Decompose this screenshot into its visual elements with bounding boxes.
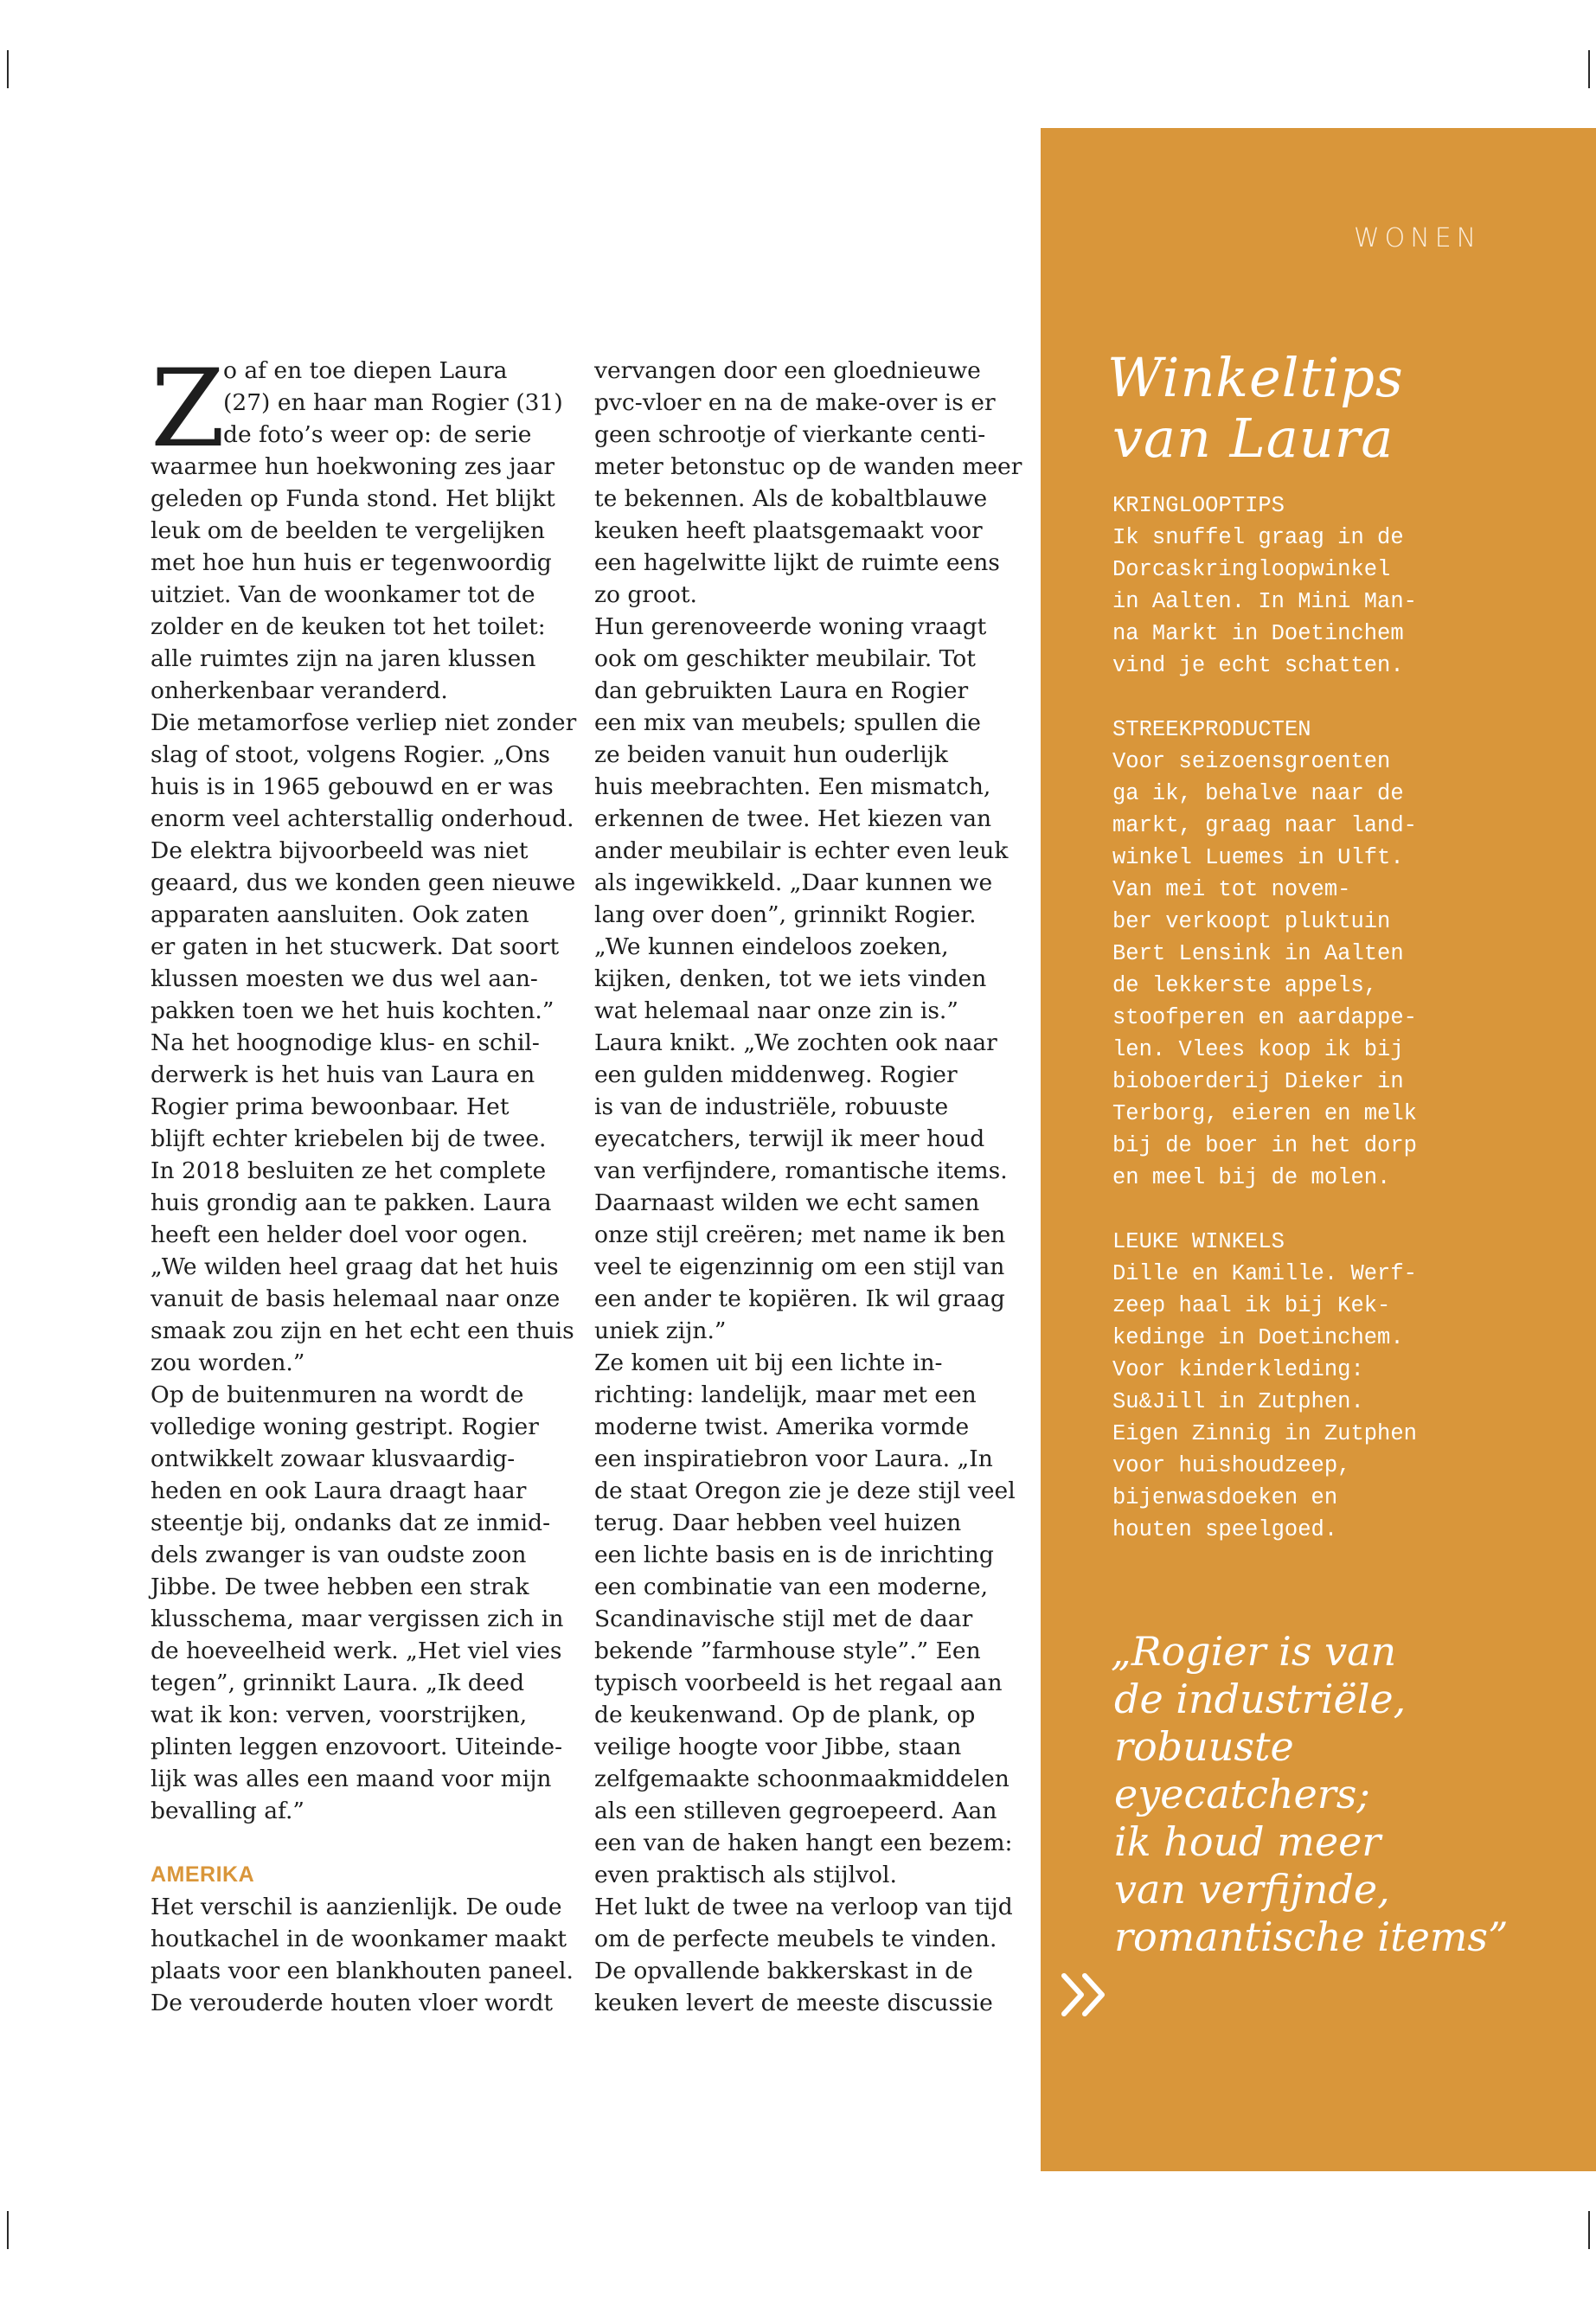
article-line: plinten leggen enzovoort. Uiteinde- xyxy=(151,1734,563,1760)
article-line: een inspiratiebron voor Laura. „In xyxy=(594,1445,993,1472)
article-line: moderne twist. Amerika vormde xyxy=(594,1413,970,1440)
article-subhead: AMERIKA xyxy=(151,1862,255,1887)
article-line: als ingewikkeld. „Daar kunnen we xyxy=(594,869,993,896)
article-line: Daarnaast wilden we echt samen xyxy=(594,1189,980,1216)
article-line: veilige hoogte voor Jibbe, staan xyxy=(594,1734,962,1760)
spacer xyxy=(1112,682,1417,714)
article-line: zelfgemaakte schoonmaakmiddelen xyxy=(594,1766,1010,1792)
article-line: Jibbe. De twee hebben een strak xyxy=(151,1574,529,1600)
tips-line: Dorcaskringloopwinkel xyxy=(1112,557,1391,582)
article-line: geen schrootje of vierkante centi- xyxy=(594,421,986,448)
article-line: als een stilleven gegroepeerd. Aan xyxy=(594,1798,997,1824)
article-line: klusschema, maar vergissen zich in xyxy=(151,1606,564,1632)
article-line: zo groot. xyxy=(594,581,697,608)
pull-quote xyxy=(1111,1628,1509,1961)
article-column-2 xyxy=(594,355,1022,2019)
sidebar-title-line: Winkeltips xyxy=(1107,346,1404,409)
quote-line: de industriële, xyxy=(1114,1676,1407,1722)
article-line: uniek zijn.” xyxy=(594,1317,727,1344)
article-line: is van de industriële, robuuste xyxy=(594,1093,949,1120)
tips-line: Voor seizoensgroenten xyxy=(1112,749,1391,774)
crop-mark-bottom-left xyxy=(7,2211,9,2249)
article-line: slag of stoot, volgens Rogier. „Ons xyxy=(151,741,550,768)
crop-mark-top-right xyxy=(1588,50,1590,88)
tips-line: Terborg, eieren en melk xyxy=(1112,1101,1417,1126)
article-line: Het lukt de twee na verloop van tijd xyxy=(594,1894,1013,1920)
sidebar-tips xyxy=(1112,490,1417,1546)
article-line: bevalling af.” xyxy=(151,1798,304,1824)
article-line: o af en toe diepen Laura xyxy=(223,357,508,384)
article-line: een combinatie van een moderne, xyxy=(594,1574,989,1600)
article-line: te bekennen. Als de kobaltblauwe xyxy=(594,485,988,512)
tips-line: Eigen Zinnig in Zutphen xyxy=(1112,1421,1417,1446)
tips-heading: LEUKE WINKELS xyxy=(1112,1229,1285,1254)
article-line: wat helemaal naar onze zin is.” xyxy=(594,997,958,1024)
quote-line: van verfijnde, xyxy=(1114,1866,1390,1913)
article-line: een lichte basis en is de inrichting xyxy=(594,1541,994,1568)
article-line: van verfijndere, romantische items. xyxy=(594,1157,1008,1184)
quote-line: romantische items” xyxy=(1114,1913,1509,1960)
article-line: apparaten aansluiten. Ook zaten xyxy=(151,901,529,928)
article-line: smaak zou zijn en het echt een thuis xyxy=(151,1317,574,1344)
spacer xyxy=(1112,1194,1417,1226)
article-line: bekende ”farmhouse style”.” Een xyxy=(594,1638,981,1664)
article-line: heden en ook Laura draagt haar xyxy=(151,1477,527,1504)
article-line: houtkachel in de woonkamer maakt xyxy=(151,1926,567,1952)
article-line: ze beiden vanuit hun ouderlijk xyxy=(594,741,948,768)
crop-mark-top-left xyxy=(7,50,9,88)
article-line: huis is in 1965 gebouwd en er was xyxy=(151,773,554,800)
article-line: even praktisch als stijlvol. xyxy=(594,1862,897,1888)
article-line: Ze komen uit bij een lichte in- xyxy=(594,1349,943,1376)
article-line: Hun gerenoveerde woning vraagt xyxy=(594,613,987,640)
tips-line: bioboerderij Dieker in xyxy=(1112,1069,1404,1094)
tips-line: na Markt in Doetinchem xyxy=(1112,621,1404,646)
tips-line: Van mei tot novem- xyxy=(1112,877,1351,902)
article-line: onherkenbaar veranderd. xyxy=(151,677,448,704)
article-line: (27) en haar man Rogier (31) xyxy=(223,389,563,416)
article-line: huis meebrachten. Een mismatch, xyxy=(594,773,991,800)
article-line: richting: landelijk, maar met een xyxy=(594,1381,977,1408)
tips-line: zeep haal ik bij Kek- xyxy=(1112,1293,1391,1318)
article-line: er gaten in het stucwerk. Dat soort xyxy=(151,933,560,960)
article-line: De opvallende bakkerskast in de xyxy=(594,1958,973,1984)
article-line: de staat Oregon zie je deze stijl veel xyxy=(594,1477,1016,1504)
tips-line: Bert Lensink in Aalten xyxy=(1112,941,1404,966)
tips-line: Dille en Kamille. Werf- xyxy=(1112,1261,1417,1286)
tips-line: bijenwasdoeken en xyxy=(1112,1485,1338,1510)
article-line: met hoe hun huis er tegenwoordig xyxy=(151,549,552,576)
article-line: zolder en de keuken tot het toilet: xyxy=(151,613,546,640)
tips-line: houten speelgoed. xyxy=(1112,1517,1338,1542)
tips-line: kedinge in Doetinchem. xyxy=(1112,1325,1404,1350)
tips-line: voor huishoudzeep, xyxy=(1112,1453,1351,1478)
article-line: geleden op Funda stond. Het blijkt xyxy=(151,485,555,512)
article-column-1 xyxy=(151,347,577,2019)
article-line: Rogier prima bewoonbaar. Het xyxy=(151,1093,510,1120)
article-line: ontwikkelt zowaar klusvaardig- xyxy=(151,1445,516,1472)
article-line: waarmee hun hoekwoning zes jaar xyxy=(151,453,555,480)
tips-line: de lekkerste appels, xyxy=(1112,973,1378,998)
article-line: lang over doen”, grinnikt Rogier. xyxy=(594,901,977,928)
double-chevron-right-icon xyxy=(1059,1969,1114,2021)
quote-line: „Rogier is van xyxy=(1111,1628,1397,1675)
drop-cap: Z xyxy=(151,347,226,471)
article-line: keuken heeft plaatsgemaakt voor xyxy=(594,517,983,544)
sidebar-title xyxy=(1107,348,1404,469)
article-line: dan gebruikten Laura en Rogier xyxy=(594,677,969,704)
article-line: huis grondig aan te pakken. Laura xyxy=(151,1189,552,1216)
quote-line: ik houd meer xyxy=(1114,1818,1381,1865)
article-line: leuk om de beelden te vergelijken xyxy=(151,517,545,544)
article-line: vanuit de basis helemaal naar onze xyxy=(151,1285,561,1312)
article-line: ander meubilair is echter even leuk xyxy=(594,837,1009,864)
crop-mark-bottom-right xyxy=(1588,2211,1590,2249)
tips-line: en meel bij de molen. xyxy=(1112,1165,1391,1190)
article-line: terug. Daar hebben veel huizen xyxy=(594,1509,962,1536)
article-line: alle ruimtes zijn na jaren klussen xyxy=(151,645,536,672)
article-line: meter betonstuc op de wanden meer xyxy=(594,453,1022,480)
spacer xyxy=(151,1827,566,1859)
article-line: In 2018 besluiten ze het complete xyxy=(151,1157,547,1184)
quote-line: robuuste xyxy=(1114,1723,1294,1770)
article-line: een van de haken hangt een bezem: xyxy=(594,1830,1013,1856)
tips-line: vind je echt schatten. xyxy=(1112,653,1404,678)
article-line: Na het hoognodige klus- en schil- xyxy=(151,1029,540,1056)
article-line: Op de buitenmuren na wordt de xyxy=(151,1381,524,1408)
tips-line: Voor kinderkleding: xyxy=(1112,1357,1364,1382)
article-line: een hagelwitte lijkt de ruimte eens xyxy=(594,549,1000,576)
article-line: een mix van meubels; spullen die xyxy=(594,709,981,736)
article-line: Scandinavische stijl met de daar xyxy=(594,1606,973,1632)
article-line: De verouderde houten vloer wordt xyxy=(151,1990,554,2016)
article-line: geaard, dus we konden geen nieuwe xyxy=(151,869,576,896)
article-line: eyecatchers, terwijl ik meer houd xyxy=(594,1125,985,1152)
article-line: typisch voorbeeld is het regaal aan xyxy=(594,1670,1003,1696)
article-line: ook om geschikter meubilair. Tot xyxy=(594,645,976,672)
article-line: volledige woning gestript. Rogier xyxy=(151,1413,539,1440)
article-line: om de perfecte meubels te vinden. xyxy=(594,1926,997,1952)
article-line: Het verschil is aanzienlijk. De oude xyxy=(151,1894,562,1920)
article-line: vervangen door een gloednieuwe xyxy=(594,357,981,384)
article-line: erkennen de twee. Het kiezen van xyxy=(594,805,992,832)
article-line: een ander te kopiëren. Ik wil graag xyxy=(594,1285,1005,1312)
quote-line: eyecatchers; xyxy=(1114,1771,1370,1817)
article-line: blijft echter kriebelen bij de twee. xyxy=(151,1125,547,1152)
article-line: lijk was alles een maand voor mijn xyxy=(151,1766,552,1792)
article-line: keuken levert de meeste discussie xyxy=(594,1990,993,2016)
tips-line: ber verkoopt pluktuin xyxy=(1112,909,1391,934)
article-line: onze stijl creëren; met name ik ben xyxy=(594,1221,1006,1248)
article-line: veel te eigenzinnig om een stijl van xyxy=(594,1253,1005,1280)
tips-line: winkel Luemes in Ulft. xyxy=(1112,845,1404,870)
article-line: „We wilden heel graag dat het huis xyxy=(151,1253,559,1280)
article-line: zou worden.” xyxy=(151,1349,305,1376)
sidebar-title-line: van Laura xyxy=(1112,407,1394,470)
article-line: tegen”, grinnikt Laura. „Ik deed xyxy=(151,1670,525,1696)
tips-line: markt, graag naar land- xyxy=(1112,813,1417,838)
article-line: Laura knikt. „We zochten ook naar xyxy=(594,1029,997,1056)
article-line: enorm veel achterstallig onderhoud. xyxy=(151,805,574,832)
article-line: heeft een helder doel voor ogen. xyxy=(151,1221,529,1248)
article-line: De elektra bijvoorbeeld was niet xyxy=(151,837,529,864)
article-line: dels zwanger is van oudste zoon xyxy=(151,1541,527,1568)
tips-line: in Aalten. In Mini Man- xyxy=(1112,589,1417,614)
article-line: de foto’s weer op: de serie xyxy=(223,421,532,448)
article-line: plaats voor een blankhouten paneel. xyxy=(151,1958,574,1984)
tips-line: bij de boer in het dorp xyxy=(1112,1133,1417,1158)
article-line: klussen moesten we dus wel aan- xyxy=(151,965,538,992)
article-line: uitziet. Van de woonkamer tot de xyxy=(151,581,535,608)
tips-heading: STREEKPRODUCTEN xyxy=(1112,717,1311,742)
tips-line: len. Vlees koop ik bij xyxy=(1112,1037,1404,1062)
tips-heading: KRINGLOOPTIPS xyxy=(1112,493,1285,518)
article-line: Die metamorfose verliep niet zonder xyxy=(151,709,577,736)
article-line: derwerk is het huis van Laura en xyxy=(151,1061,535,1088)
article-line: de keukenwand. Op de plank, op xyxy=(594,1702,976,1728)
article-line: steentje bij, ondanks dat ze inmid- xyxy=(151,1509,551,1536)
tips-line: ga ik, behalve naar de xyxy=(1112,781,1404,806)
tips-line: Ik snuffel graag in de xyxy=(1112,525,1404,550)
article-line: de hoeveelheid werk. „Het viel vies xyxy=(151,1638,562,1664)
section-label: WONEN xyxy=(1354,223,1482,253)
article-line: wat ik kon: verven, voorstrijken, xyxy=(151,1702,528,1728)
tips-line: stoofperen en aardappe- xyxy=(1112,1005,1417,1030)
article-line: kijken, denken, tot we iets vinden xyxy=(594,965,987,992)
tips-line: Su&Jill in Zutphen. xyxy=(1112,1389,1364,1414)
article-line: „We kunnen eindeloos zoeken, xyxy=(594,933,949,960)
article-line: pvc-vloer en na de make-over is er xyxy=(594,389,996,416)
article-line: een gulden middenweg. Rogier xyxy=(594,1061,958,1088)
article-line: pakken toen we het huis kochten.” xyxy=(151,997,554,1024)
